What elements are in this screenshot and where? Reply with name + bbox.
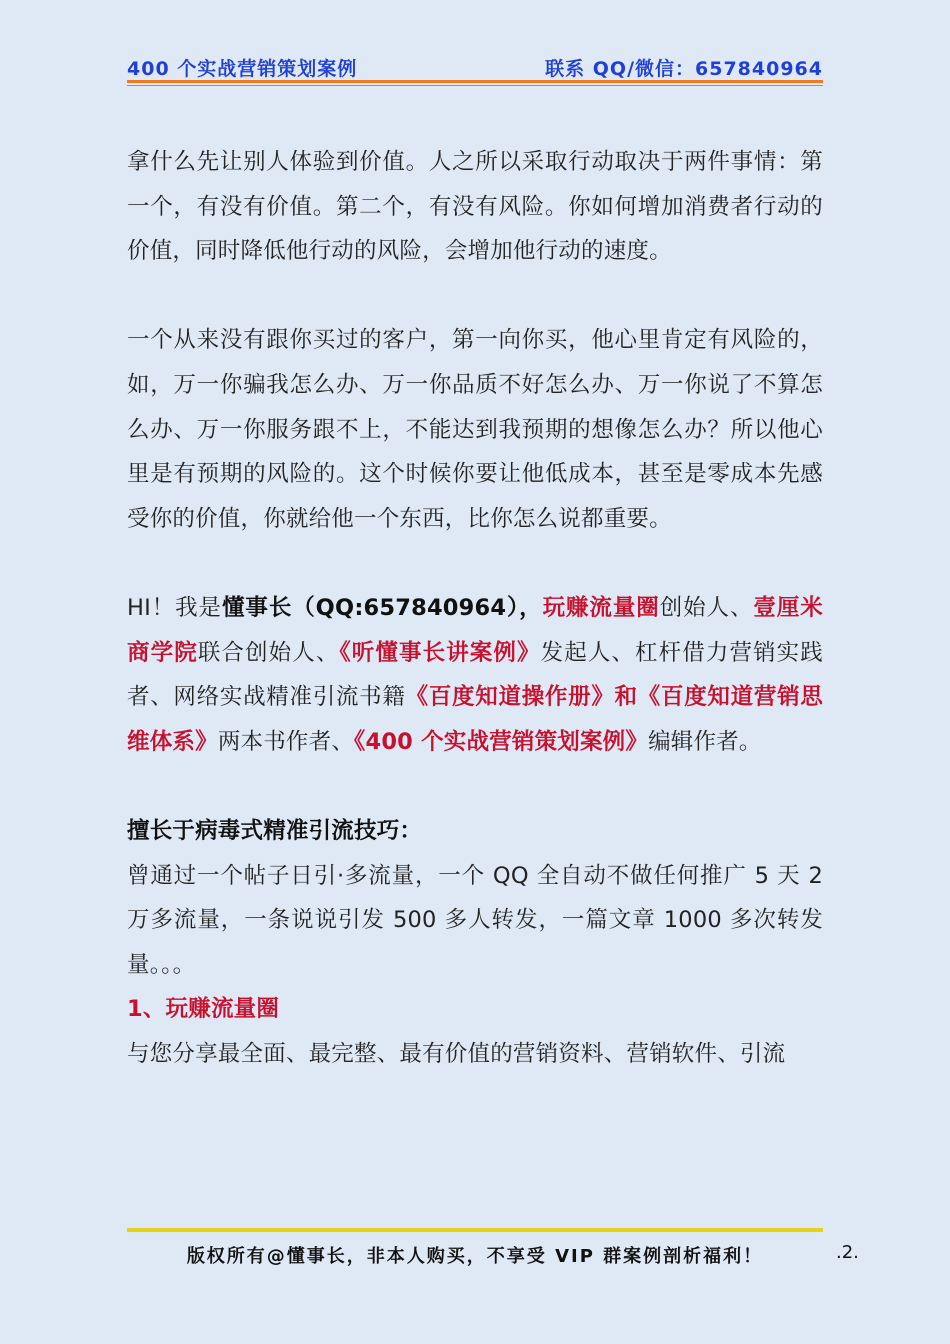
intro-text-editor: 编辑作者。 [648, 728, 762, 755]
header-contact: 联系 QQ/微信：657840964 [545, 58, 823, 80]
footer-divider [127, 1228, 823, 1232]
brand-tingdong: 《听懂事长讲案例》 [339, 639, 541, 666]
paragraph-customer-risk: 一个从来没有跟你买过的客户，第一向你买，他心里肯定有风险的，如，万一你骗我怎么办、万一你品质不好怎么办、万一你说了不算怎么办、万一你服务跟不上，不能达到我预期的想像怎么办？所以他心里是有预期的风险的。这个时候你要让他低成本，甚至是零成本先感受你的价值，你就给他一个东西，比你怎么说都重要。 [127, 327, 823, 532]
book-400-cases: 《400 个实战营销策划案例》 [354, 728, 649, 755]
page-number: .2. [836, 1242, 859, 1263]
header-divider [127, 80, 823, 83]
section-1-heading: 1、玩赚流量圈 [127, 996, 280, 1023]
paragraph-value-risk: 拿什么先让别人体验到价值。人之所以采取行动取决于两件事情：第一个，有没有价值。第二个，有没有风险。你如何增加消费者行动的价值，同时降低他行动的风险，会增加他行动的速度。 [127, 149, 823, 265]
intro-text-initiator: 发起人、杠杆借力营销实践者、网络实战精准引流书籍 [127, 639, 823, 711]
section-1-text: 与您分享最全面、最完整、最有价值的营销资料、营销软件、引流 [127, 1040, 786, 1067]
intro-text-founder: 创始人、 [659, 594, 754, 621]
page-header [127, 54, 823, 78]
header-title-left: 400 个实战营销策划案例 [127, 58, 358, 80]
brand-wanzhuan: 玩赚流量圈 [542, 594, 660, 621]
header-divider-thin [127, 85, 823, 86]
skills-heading: 擅长于病毒式精准引流技巧： [127, 817, 423, 844]
author-name: 懂事长（QQ:657840964）， [221, 594, 543, 621]
intro-text-author: 两本书作者、 [217, 728, 355, 755]
brand-yilimi: 壹厘米商学院 [127, 594, 823, 666]
book-titles: 《百度知道操作册》和《百度知道营销思维体系》 [127, 684, 823, 755]
author-intro [127, 586, 823, 764]
intro-greeting: HI！我是 [127, 594, 222, 621]
intro-text-cofounder: 联合创始人、 [197, 639, 340, 666]
footer-copyright: 版权所有@懂事长，非本人购买，不享受 VIP 群案例剖析福利！ [186, 1246, 764, 1267]
document-body [127, 140, 823, 1076]
skills-text: 曾通过一个帖子日引·多流量，一个 QQ 全自动不做任何推广 5 天 2 万多流量，一条说说引发 500 多人转发，一篇文章 1000 多次转发量。。。 [127, 862, 823, 978]
